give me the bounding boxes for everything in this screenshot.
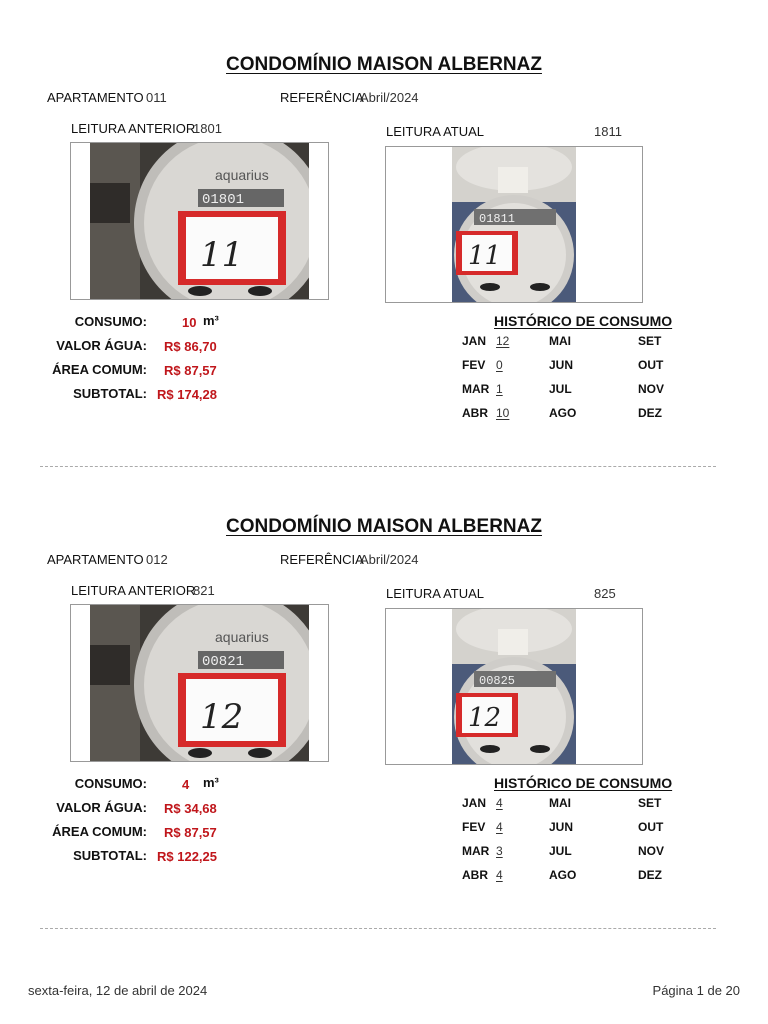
history-value-mar: 3 xyxy=(496,844,503,858)
history-month-dez: DEZ xyxy=(638,406,662,420)
history-month-mar: MAR xyxy=(462,382,490,396)
valor-agua-label: VALOR ÁGUA: xyxy=(56,800,147,815)
bill-section xyxy=(0,462,768,922)
meter-brand-text: aquarius xyxy=(215,629,269,645)
previous-reading-label: LEITURA ANTERIOR xyxy=(71,121,196,136)
consumo-unit: m³ xyxy=(203,313,219,328)
history-month-abr: ABR xyxy=(462,406,488,420)
meter-tag-text: 12 xyxy=(468,703,502,733)
history-value-fev: 4 xyxy=(496,820,503,834)
previous-reading-label: LEITURA ANTERIOR xyxy=(71,583,196,598)
footer-date: sexta-feira, 12 de abril de 2024 xyxy=(28,983,208,998)
apartment-label: APARTAMENTO xyxy=(47,90,144,105)
history-month-jan: JAN xyxy=(462,334,487,348)
current-meter-photo-frame xyxy=(385,146,643,303)
subtotal-value: R$ 122,25 xyxy=(157,849,217,864)
history-month-mar: MAR xyxy=(462,844,490,858)
footer-page-number: Página 1 de 20 xyxy=(652,983,740,998)
history-month-ago: AGO xyxy=(549,868,577,882)
reference-label: REFERÊNCIA xyxy=(280,552,364,567)
previous-meter-photo-frame xyxy=(70,142,329,300)
meter-tag-text: 12 xyxy=(200,697,244,737)
bill-section xyxy=(0,0,768,460)
apartment-value: 011 xyxy=(146,90,167,105)
area-comum-label: ÁREA COMUM: xyxy=(52,362,147,377)
previous-reading-value: 1801 xyxy=(193,121,222,136)
consumo-label: CONSUMO: xyxy=(74,776,147,791)
history-month-jan: JAN xyxy=(462,796,487,810)
cut-line xyxy=(40,466,716,467)
consumo-value: 10 xyxy=(182,315,197,330)
history-month-jun: JUN xyxy=(549,358,574,372)
history-value-jan: 12 xyxy=(496,334,510,348)
history-month-out: OUT xyxy=(638,358,664,372)
history-month-jul: JUL xyxy=(549,382,572,396)
history-month-out: OUT xyxy=(638,820,664,834)
subtotal-value: R$ 174,28 xyxy=(157,387,217,402)
history-month-dez: DEZ xyxy=(638,868,662,882)
area-comum-value: R$ 87,57 xyxy=(164,363,217,378)
history-month-jul: JUL xyxy=(549,844,572,858)
meter-digits-text: 01811 xyxy=(479,212,516,226)
current-reading-label: LEITURA ATUAL xyxy=(386,586,485,601)
cut-line xyxy=(40,928,716,929)
meter-digits-text: 00821 xyxy=(202,654,245,670)
history-month-nov: NOV xyxy=(638,382,665,396)
history-value-abr: 10 xyxy=(496,406,510,420)
meter-digits-text: 01801 xyxy=(202,192,245,208)
previous-meter-photo xyxy=(90,143,309,299)
previous-meter-photo-frame xyxy=(70,604,329,762)
valor-agua-value: R$ 34,68 xyxy=(164,801,217,816)
current-meter-photo-frame xyxy=(385,608,643,765)
history-month-abr: ABR xyxy=(462,868,488,882)
history-month-fev: FEV xyxy=(462,820,486,834)
current-reading-label: LEITURA ATUAL xyxy=(386,124,485,139)
apartment-label: APARTAMENTO xyxy=(47,552,144,567)
meter-tag-text: 11 xyxy=(200,235,244,275)
consumo-label: CONSUMO: xyxy=(74,314,147,329)
history-value-abr: 4 xyxy=(496,868,503,882)
current-meter-photo xyxy=(452,147,576,302)
history-value-mar: 1 xyxy=(496,382,503,396)
history-title: HISTÓRICO DE CONSUMO xyxy=(494,775,673,791)
area-comum-value: R$ 87,57 xyxy=(164,825,217,840)
history-value-fev: 0 xyxy=(496,358,503,372)
subtotal-label: SUBTOTAL: xyxy=(73,848,147,863)
section-title: CONDOMÍNIO MAISON ALBERNAZ xyxy=(226,54,542,75)
meter-tag-text: 11 xyxy=(468,241,502,271)
section-title: CONDOMÍNIO MAISON ALBERNAZ xyxy=(226,516,542,537)
current-reading-value: 1811 xyxy=(594,124,622,139)
history-title: HISTÓRICO DE CONSUMO xyxy=(494,313,673,329)
current-reading-value: 825 xyxy=(594,586,616,601)
consumo-value: 4 xyxy=(182,777,190,792)
history-month-nov: NOV xyxy=(638,844,665,858)
reference-value: Abril/2024 xyxy=(360,552,419,567)
history-month-set: SET xyxy=(638,796,662,810)
consumo-unit: m³ xyxy=(203,775,219,790)
history-month-ago: AGO xyxy=(549,406,577,420)
history-month-fev: FEV xyxy=(462,358,486,372)
history-month-mai: MAI xyxy=(549,796,571,810)
previous-meter-photo xyxy=(90,605,309,761)
apartment-value: 012 xyxy=(146,552,168,567)
history-value-jan: 4 xyxy=(496,796,503,810)
history-month-jun: JUN xyxy=(549,820,574,834)
valor-agua-label: VALOR ÁGUA: xyxy=(56,338,147,353)
current-meter-photo xyxy=(452,609,576,764)
meter-brand-text: aquarius xyxy=(215,167,269,183)
area-comum-label: ÁREA COMUM: xyxy=(52,824,147,839)
valor-agua-value: R$ 86,70 xyxy=(164,339,217,354)
reference-value: Abril/2024 xyxy=(360,90,419,105)
history-month-set: SET xyxy=(638,334,662,348)
history-month-mai: MAI xyxy=(549,334,571,348)
subtotal-label: SUBTOTAL: xyxy=(73,386,147,401)
previous-reading-value: 821 xyxy=(193,583,215,598)
meter-digits-text: 00825 xyxy=(479,674,516,688)
reference-label: REFERÊNCIA xyxy=(280,90,364,105)
